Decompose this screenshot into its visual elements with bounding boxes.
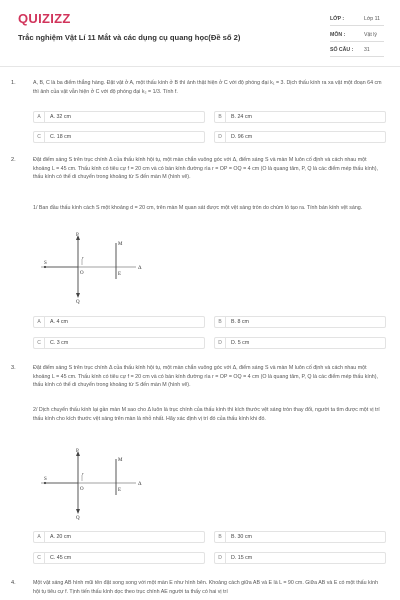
lop-label: LỚP : (330, 16, 345, 22)
label-m: M (118, 458, 123, 463)
option-letter: B (215, 317, 226, 327)
question-number: 4. (11, 580, 16, 586)
option-letter: D (215, 338, 226, 348)
question-number: 2. (11, 157, 16, 163)
option-letter: A (34, 532, 45, 542)
option-letter: B (215, 112, 226, 122)
option-text: D. 96 cm (231, 134, 253, 140)
question-text: Một vật sáng AB hình mũi tên đặt song song với một màn E như hình bên. Khoảng cách giữa AB và E là L = 90 cm. Giữa AB và E có một thấu kính hội tụ tiêu cự f. Tịnh tiến thấu kính dọc theo trục chính AE người ta thấy có hai vị trí (33, 580, 379, 595)
label-o: O (80, 487, 84, 492)
option-letter: A (34, 317, 45, 327)
option-letter: B (215, 532, 226, 542)
option-d[interactable] (214, 131, 386, 143)
label-r: r (82, 255, 84, 260)
lens-diagram (36, 229, 156, 309)
question-text: A, B, C là ba điểm thẳng hàng. Đặt vật ở A, một thấu kính ở B thì ảnh thật hiện ở C với độ phóng đại k₁ = 3. Dịch thấu kính ra xa vật một đoạn 64 cm thì ảnh của vật vẫn hiện ở C với độ phóng đại k₂ = 1/3. Tính f. (33, 80, 382, 95)
option-text: C. 45 cm (50, 555, 72, 561)
label-o: O (80, 271, 84, 276)
lens-arrow-down (76, 293, 80, 298)
mon-value: Vật lý (364, 32, 377, 38)
option-letter: C (34, 553, 45, 563)
label-e: E (118, 272, 122, 277)
label-r: r (82, 471, 84, 476)
option-c[interactable] (33, 131, 205, 143)
option-text: B. 8 cm (231, 319, 249, 325)
question-text: Đặt điểm sáng S trên trục chính Δ của thấu kính hội tụ, một màn chắn vuông góc với Δ, điểm sáng S và màn M luôn cố định và cách nhau một khoảng L = 45 cm. Thấu kính có tiêu cự f = 20 cm và có bán kính đường rìa r = OP = OQ = 4 cm (O là quang tâm, P, Q là các điểm mép thấu kính), thấu kính có thể di chuyển trong khoảng từ S đến màn M (hình vẽ). (33, 157, 378, 181)
quizizz-logo: QUIZIZZ (18, 11, 71, 26)
label-delta: Δ (138, 265, 142, 271)
question-subtext: 1/ Ban đầu thấu kính cách S một khoảng d = 20 cm, trên màn M quan sát được một vệt sáng tròn do chùm ló tạo ra. Tính bán kính vệt sáng. (33, 205, 363, 211)
option-d[interactable] (214, 552, 386, 564)
header-separator (0, 66, 400, 67)
option-b[interactable] (214, 316, 386, 328)
divider (330, 25, 384, 26)
option-text: D. 15 cm (231, 555, 253, 561)
question-number: 3. (11, 365, 16, 371)
option-a[interactable] (33, 531, 205, 543)
label-q: Q (76, 300, 80, 304)
label-delta: Δ (138, 481, 142, 487)
label-q: Q (76, 516, 80, 520)
option-letter: D (215, 132, 226, 142)
option-c[interactable] (33, 337, 205, 349)
socau-label: SỐ CÂU : (330, 47, 354, 53)
label-s: S (44, 261, 47, 266)
label-p: P (76, 449, 79, 454)
option-a[interactable] (33, 316, 205, 328)
option-text: D. 5 cm (231, 340, 250, 346)
socau-value: 31 (364, 47, 370, 53)
option-text: A. 32 cm (50, 114, 71, 120)
source-point (44, 482, 46, 484)
divider (330, 41, 384, 42)
mon-label: MÔN : (330, 32, 346, 38)
option-letter: D (215, 553, 226, 563)
option-d[interactable] (214, 337, 386, 349)
option-text: A. 20 cm (50, 534, 71, 540)
option-letter: A (34, 112, 45, 122)
option-letter: C (34, 338, 45, 348)
option-text: B. 30 cm (231, 534, 252, 540)
option-letter: C (34, 132, 45, 142)
label-s: S (44, 477, 47, 482)
label-m: M (118, 242, 123, 247)
worksheet-header (0, 0, 400, 72)
lens-diagram (36, 445, 156, 525)
option-text: C. 3 cm (50, 340, 69, 346)
option-b[interactable] (214, 531, 386, 543)
label-e: E (118, 488, 122, 493)
question-text: Đặt điểm sáng S trên trục chính Δ của thấu kính hội tụ, một màn chắn vuông góc với Δ, điểm sáng S và màn M luôn cố định và cách nhau một khoảng L = 45 cm. Thấu kính có tiêu cự f = 20 cm và có bán kính đường rìa r = OP = OQ = 4 cm (O là quang tâm, P, Q là các điểm mép thấu kính), thấu kính có thể di chuyển trong khoảng từ S đến màn M (hình vẽ). (33, 365, 378, 389)
option-text: B. 24 cm (231, 114, 252, 120)
option-c[interactable] (33, 552, 205, 564)
source-point (44, 266, 46, 268)
option-a[interactable] (33, 111, 205, 123)
divider (330, 56, 384, 57)
page-title: Trắc nghiệm Vật Lí 11 Mắt và các dụng cụ quang học(Đề số 2) (18, 33, 241, 42)
question-subtext: 2/ Dịch chuyển thấu kính lại gần màn M sao cho Δ luôn là trục chính của thấu kính thì kích thước vệt sáng tròn thay đổi, người ta tìm được một vị trí thấu kính cho kích thước vệt sáng trên màn là nhỏ nhất. Hãy xác định vị trí đó của thấu kính khi đó. (33, 407, 380, 422)
label-p: P (76, 233, 79, 238)
option-text: A. 4 cm (50, 319, 68, 325)
question-number: 1. (11, 80, 16, 86)
lens-arrow-down (76, 509, 80, 514)
option-text: C. 18 cm (50, 134, 72, 140)
lop-value: Lớp 11 (364, 16, 380, 22)
option-b[interactable] (214, 111, 386, 123)
